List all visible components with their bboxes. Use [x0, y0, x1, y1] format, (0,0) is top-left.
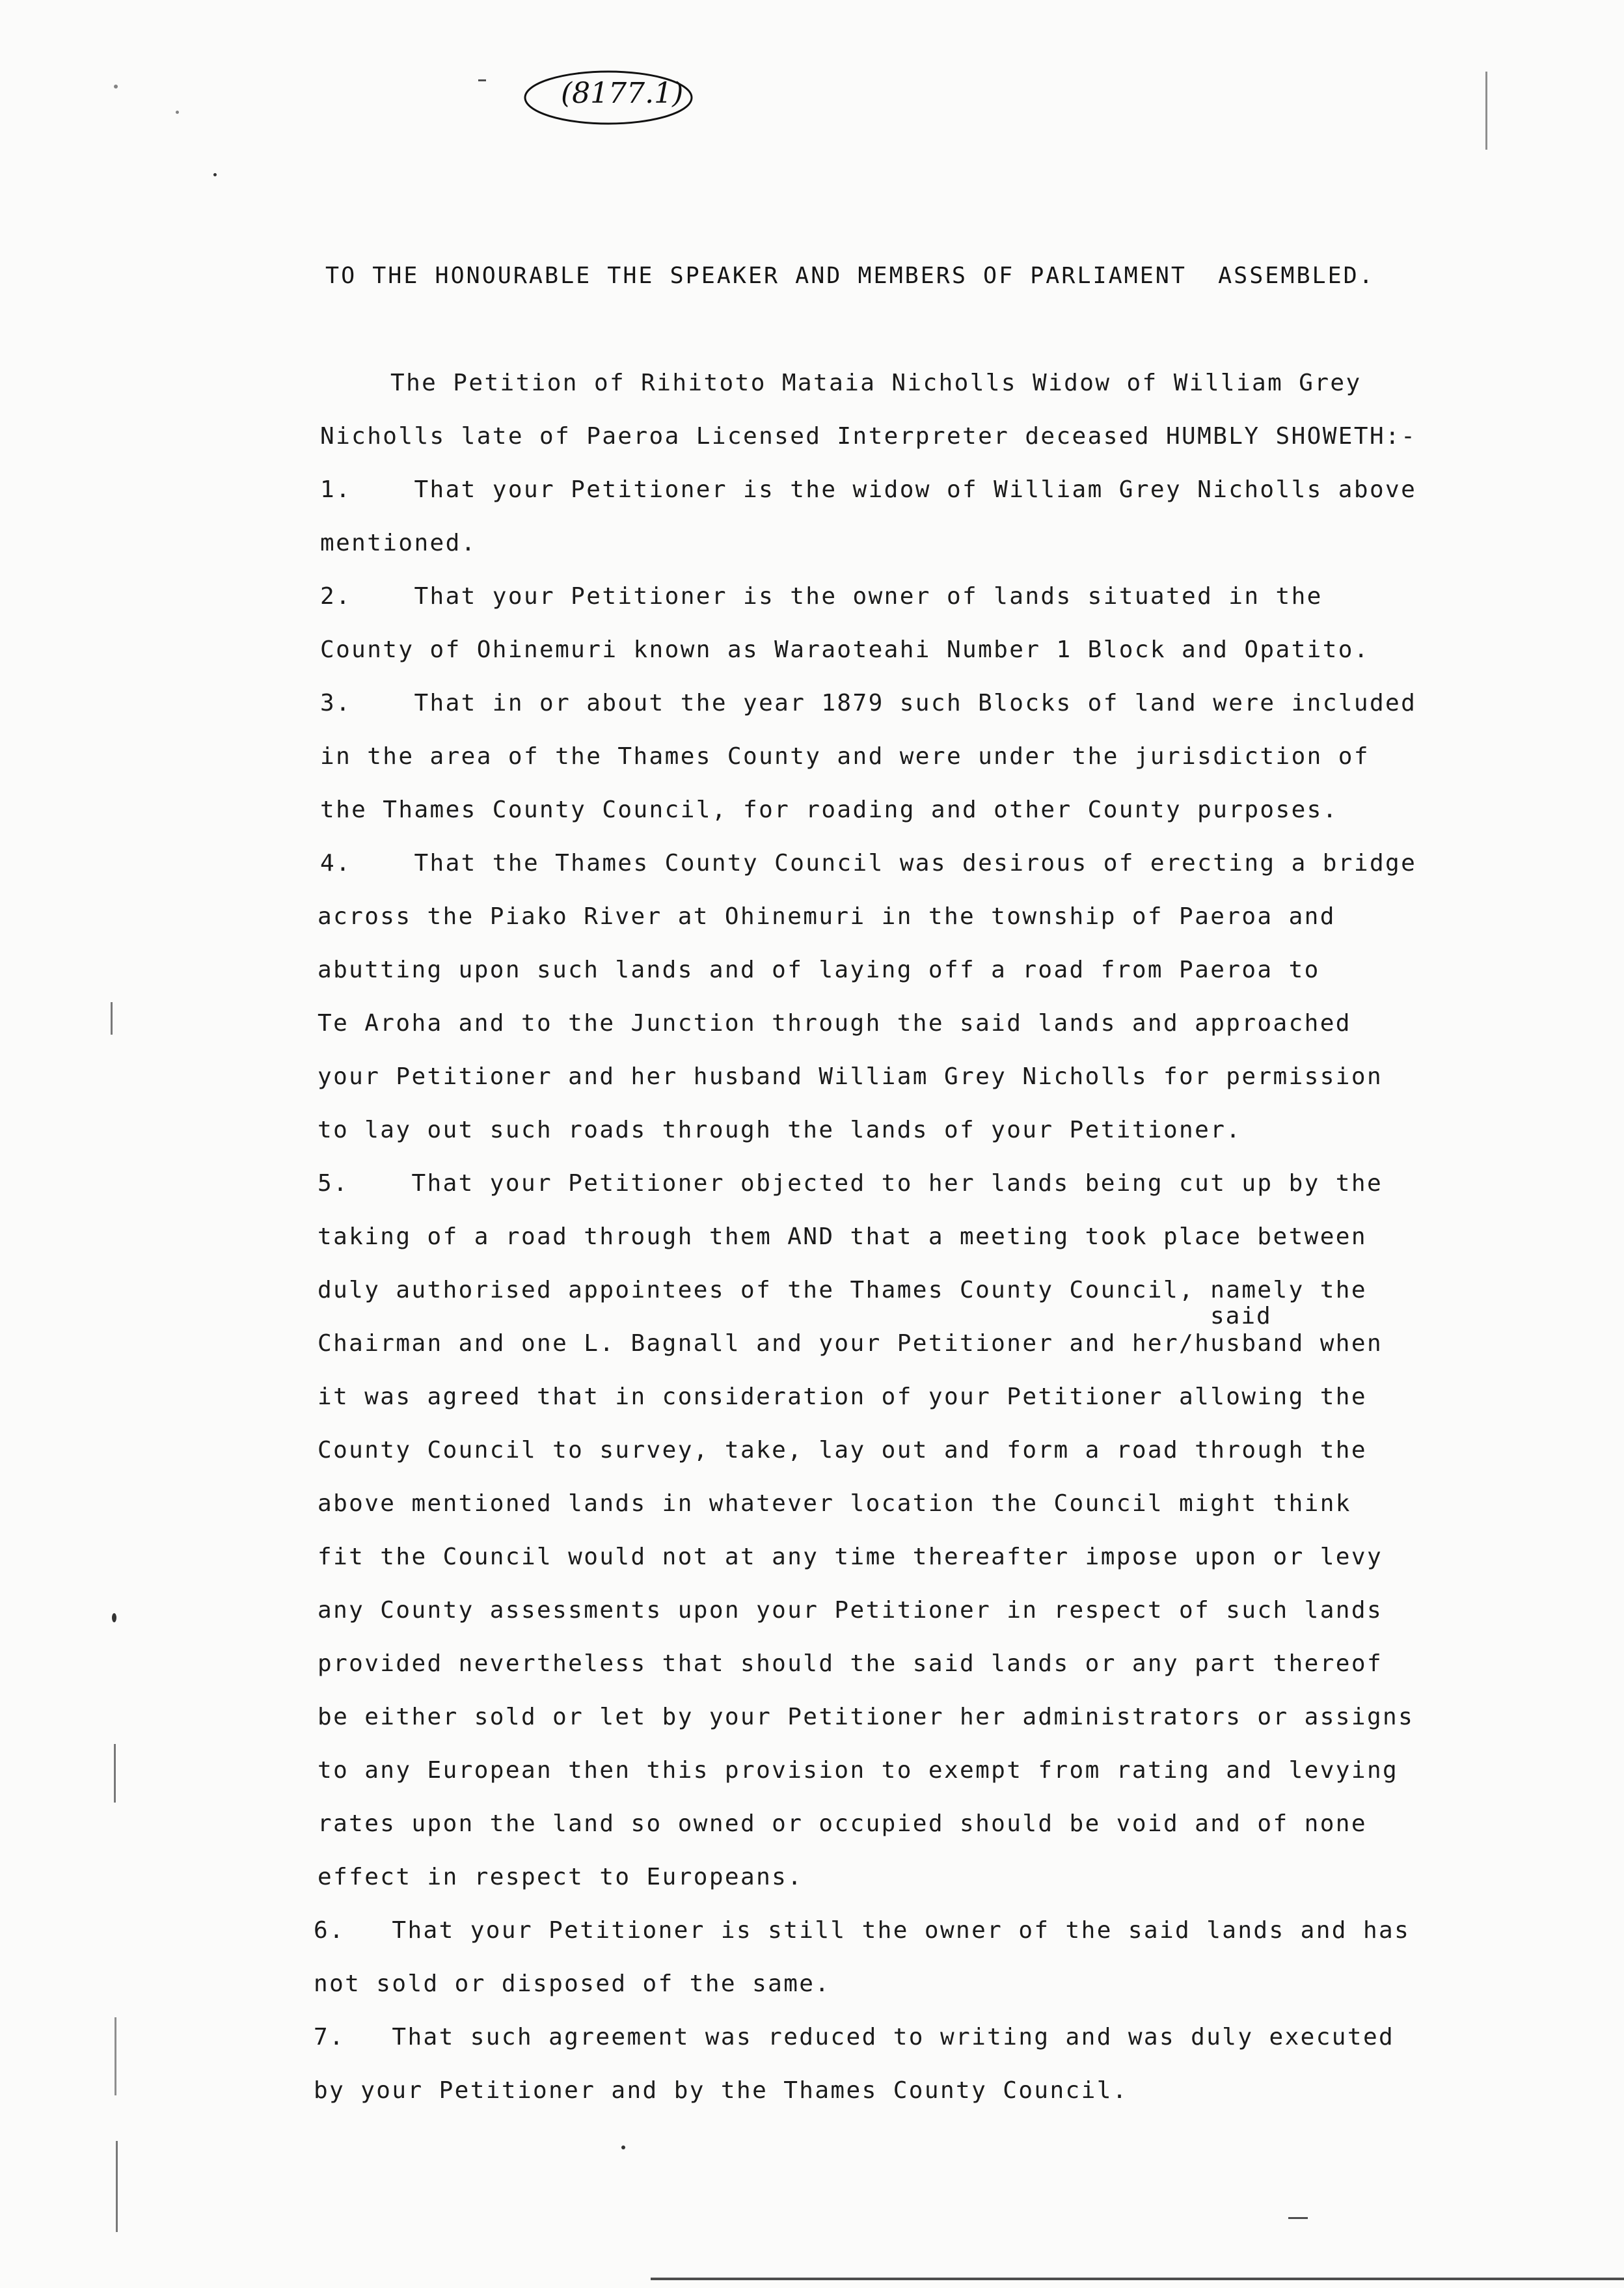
body-line: rates upon the land so owned or occupied should be void and of none — [318, 1810, 1367, 1837]
body-line: by your Petitioner and by the Thames County Council. — [314, 2077, 1128, 2104]
body-line: provided nevertheless that should the said lands or any part thereof — [318, 1650, 1383, 1677]
body-line: mentioned. — [320, 530, 477, 556]
body-line: Te Aroha and to the Junction through the said lands and approached — [318, 1010, 1351, 1037]
body-line: duly authorised appointees of the Thames County Council, namely the — [318, 1277, 1367, 1303]
body-line: 6. That your Petitioner is still the owner of the said lands and has — [314, 1917, 1411, 1944]
body-line: 2. That your Petitioner is the owner of lands situated in the — [320, 583, 1323, 610]
body-line: 5. That your Petitioner objected to her lands being cut up by the — [318, 1170, 1383, 1197]
body-line: Nicholls late of Paeroa Licensed Interpreter deceased HUMBLY SHOWETH:- — [320, 423, 1417, 450]
body-line: County Council to survey, take, lay out and form a road through the — [318, 1437, 1367, 1464]
scan-mark — [111, 1002, 113, 1035]
scan-mark — [651, 2278, 1624, 2280]
body-line: fit the Council would not at any time thereafter impose upon or levy — [318, 1544, 1383, 1570]
body-line: be either sold or let by your Petitioner her administrators or assigns — [318, 1704, 1414, 1730]
body-line: The Petition of Rihitoto Mataia Nicholls Widow of William Grey — [390, 370, 1362, 396]
body-line: effect in respect to Europeans. — [318, 1864, 804, 1890]
body-line: your Petitioner and her husband William Grey Nicholls for permission — [318, 1063, 1383, 1090]
body-line: not sold or disposed of the same. — [314, 1970, 831, 1997]
scan-smudge — [176, 111, 179, 114]
insertion-said: said — [1210, 1303, 1272, 1329]
body-line: 1. That your Petitioner is the widow of William Grey Nicholls above — [320, 476, 1417, 503]
scan-mark — [1485, 72, 1487, 150]
body-line: above mentioned lands in whatever location the Council might think — [318, 1490, 1351, 1517]
body-line: across the Piako River at Ohinemuri in the township of Paeroa and — [318, 903, 1336, 930]
body-line: abutting upon such lands and of laying off a road from Paeroa to — [318, 957, 1320, 983]
body-line: the Thames County Council, for roading and other County purposes. — [320, 797, 1338, 823]
body-line: County of Ohinemuri known as Waraoteahi Number 1 Block and Opatito. — [320, 636, 1370, 663]
scan-smudge — [112, 1613, 116, 1622]
scan-mark — [114, 1744, 116, 1803]
body-line: taking of a road through them AND that a meeting took place between — [318, 1223, 1367, 1250]
body-line: Chairman and one L. Bagnall and your Petitioner and her/husband when — [318, 1330, 1383, 1357]
body-line: 3. That in or about the year 1879 such Blocks of land were included — [320, 690, 1417, 716]
scan-mark — [115, 2017, 116, 2095]
scan-mark — [478, 79, 486, 81]
reference-number: (8177.1) — [561, 77, 684, 110]
scan-smudge — [621, 2145, 625, 2149]
body-line: any County assessments upon your Petitioner in respect of such lands — [318, 1597, 1383, 1624]
scan-mark — [1288, 2217, 1308, 2219]
body-line: 4. That the Thames County Council was desirous of erecting a bridge — [320, 850, 1417, 877]
body-line: to lay out such roads through the lands of your Petitioner. — [318, 1117, 1242, 1143]
body-line: 7. That such agreement was reduced to writing and was duly executed — [314, 2024, 1395, 2050]
body-line: to any European then this provision to exempt from rating and levying — [318, 1757, 1399, 1784]
scan-smudge — [114, 85, 118, 89]
body-line: in the area of the Thames County and were under the jurisdiction of — [320, 743, 1370, 770]
body-line: it was agreed that in consideration of your Petitioner allowing the — [318, 1383, 1367, 1410]
petition-heading: TO THE HONOURABLE THE SPEAKER AND MEMBERS OF PARLIAMENT ASSEMBLED. — [325, 263, 1375, 289]
scan-smudge — [213, 173, 217, 176]
scan-mark — [116, 2141, 118, 2232]
